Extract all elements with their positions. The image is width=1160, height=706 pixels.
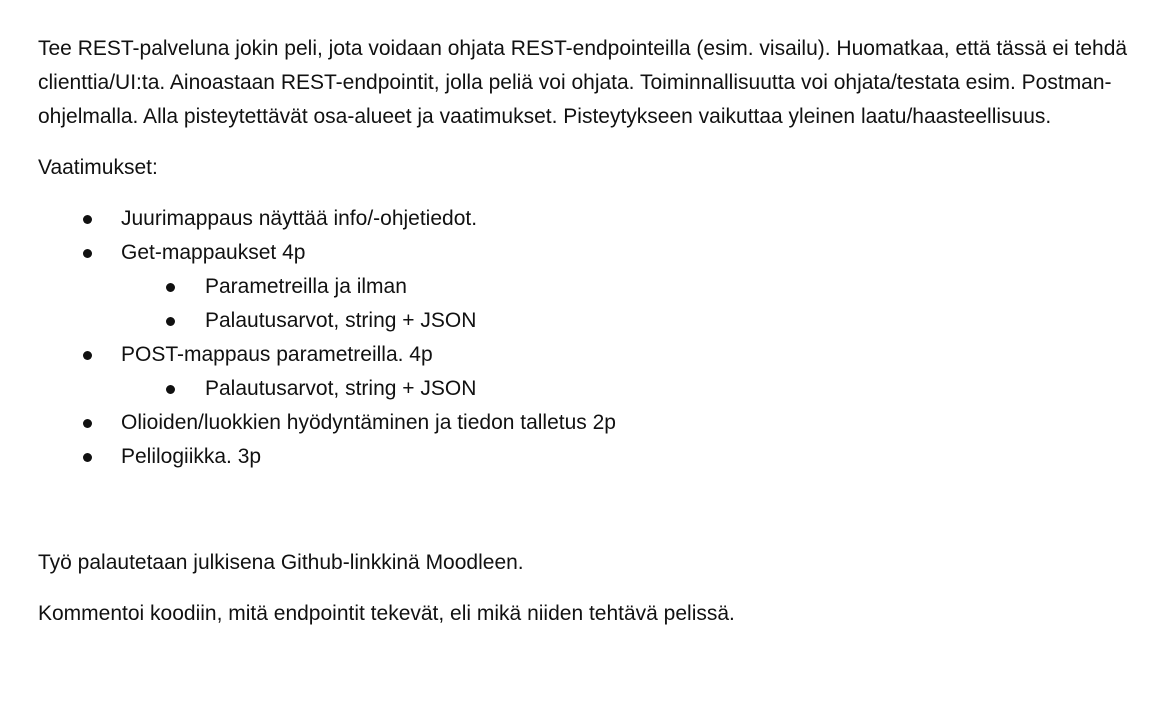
bullet-icon — [83, 351, 92, 360]
hollow-bullet-icon — [166, 317, 175, 326]
list-item-text: Olioiden/luokkien hyödyntäminen ja tiedon talletus 2p — [121, 411, 616, 434]
sub-list-item — [38, 304, 1138, 338]
hollow-bullet-icon — [166, 283, 175, 292]
sub-list-item-text: Palautusarvot, string + JSON — [205, 309, 477, 332]
bullet-icon — [83, 249, 92, 258]
list-item-text: Juurimappaus näyttää info/-ohjetiedot. — [121, 207, 478, 230]
hollow-bullet-icon — [166, 385, 175, 394]
list-item — [38, 202, 1138, 236]
sub-list-item — [38, 270, 1138, 304]
requirements-heading: Vaatimukset: — [38, 156, 158, 179]
bullet-icon — [83, 215, 92, 224]
sub-list — [121, 372, 1138, 406]
submission-paragraph: Työ palautetaan julkisena Github-linkkinä Moodleen. — [38, 551, 524, 574]
spacer — [38, 474, 1138, 546]
bullet-icon — [83, 419, 92, 428]
list-item — [38, 236, 1138, 338]
bullet-icon — [83, 453, 92, 462]
sub-list-item-text: Palautusarvot, string + JSON — [205, 377, 477, 400]
list-item-text: Pelilogiikka. 3p — [121, 445, 262, 468]
list-item — [38, 440, 1138, 474]
comment-note-paragraph: Kommentoi koodiin, mitä endpointit tekevät, eli mikä niiden tehtävä pelissä. — [38, 602, 735, 625]
document-body — [38, 32, 1138, 631]
sub-list — [121, 270, 1138, 338]
requirements-list — [38, 202, 1138, 474]
list-item-text: POST-mappaus parametreilla. 4p — [121, 343, 433, 366]
sub-list-item — [38, 372, 1138, 406]
sub-list-item-text: Parametreilla ja ilman — [205, 275, 407, 298]
list-item-text: Get-mappaukset 4p — [121, 241, 306, 264]
list-item — [38, 338, 1138, 406]
intro-paragraph: Tee REST-palveluna jokin peli, jota voidaan ohjata REST-endpointeilla (esim. visailu). Huomatkaa, että tässä ei tehdä clienttia/UI:ta. Ainoastaan REST-endpointit, jolla peliä voi ohjata. Toiminnallisuutta voi ohjata/testata esim. Postman-ohjelmalla. Alla pisteytettävät osa-alueet ja vaatimukset. Pisteytykseen vaikuttaa yleinen laatu/haasteellisuus. — [38, 37, 1128, 128]
list-item — [38, 406, 1138, 440]
